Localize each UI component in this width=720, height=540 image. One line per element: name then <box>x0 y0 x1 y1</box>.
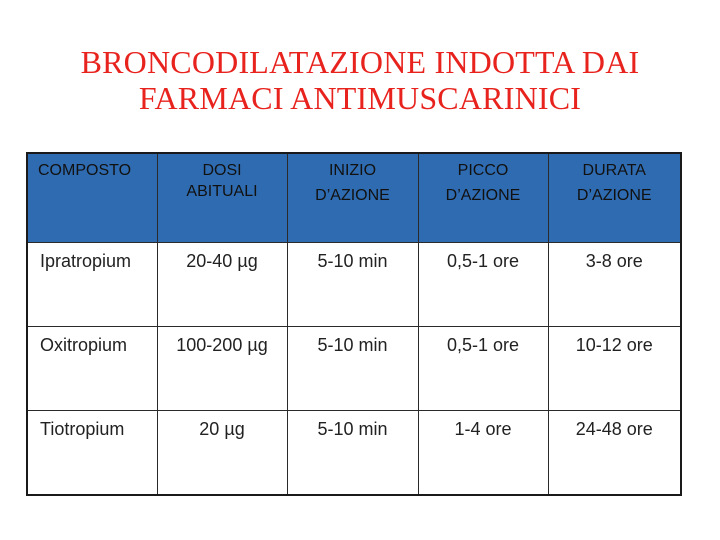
header-inizio: INIZIO D’AZIONE <box>287 153 418 243</box>
cell-composto: Tiotropium <box>27 411 157 496</box>
cell-picco: 1-4 ore <box>418 411 548 496</box>
slide-title <box>0 44 720 116</box>
cell-picco: 0,5-1 ore <box>418 327 548 411</box>
table-header-row <box>27 153 681 243</box>
table-row <box>27 243 681 327</box>
title-line-1: BRONCODILATAZIONE INDOTTA DAI <box>80 44 640 80</box>
table-row <box>27 327 681 411</box>
title-line-2: FARMACI ANTIMUSCARINICI <box>138 80 582 116</box>
cell-picco: 0,5-1 ore <box>418 243 548 327</box>
table-row <box>27 411 681 496</box>
header-picco: PICCO D’AZIONE <box>418 153 548 243</box>
header-dosi: DOSI ABITUALI <box>157 153 287 243</box>
cell-inizio: 5-10 min <box>287 411 418 496</box>
cell-durata: 24-48 ore <box>548 411 681 496</box>
header-durata: DURATA D’AZIONE <box>548 153 681 243</box>
cell-inizio: 5-10 min <box>287 243 418 327</box>
cell-durata: 3-8 ore <box>548 243 681 327</box>
cell-composto: Oxitropium <box>27 327 157 411</box>
cell-composto: Ipratropium <box>27 243 157 327</box>
cell-dosi: 100-200 µg <box>157 327 287 411</box>
drug-comparison-table <box>26 152 682 496</box>
cell-durata: 10-12 ore <box>548 327 681 411</box>
cell-inizio: 5-10 min <box>287 327 418 411</box>
cell-dosi: 20 µg <box>157 411 287 496</box>
cell-dosi: 20-40 µg <box>157 243 287 327</box>
header-composto: COMPOSTO <box>27 153 157 243</box>
